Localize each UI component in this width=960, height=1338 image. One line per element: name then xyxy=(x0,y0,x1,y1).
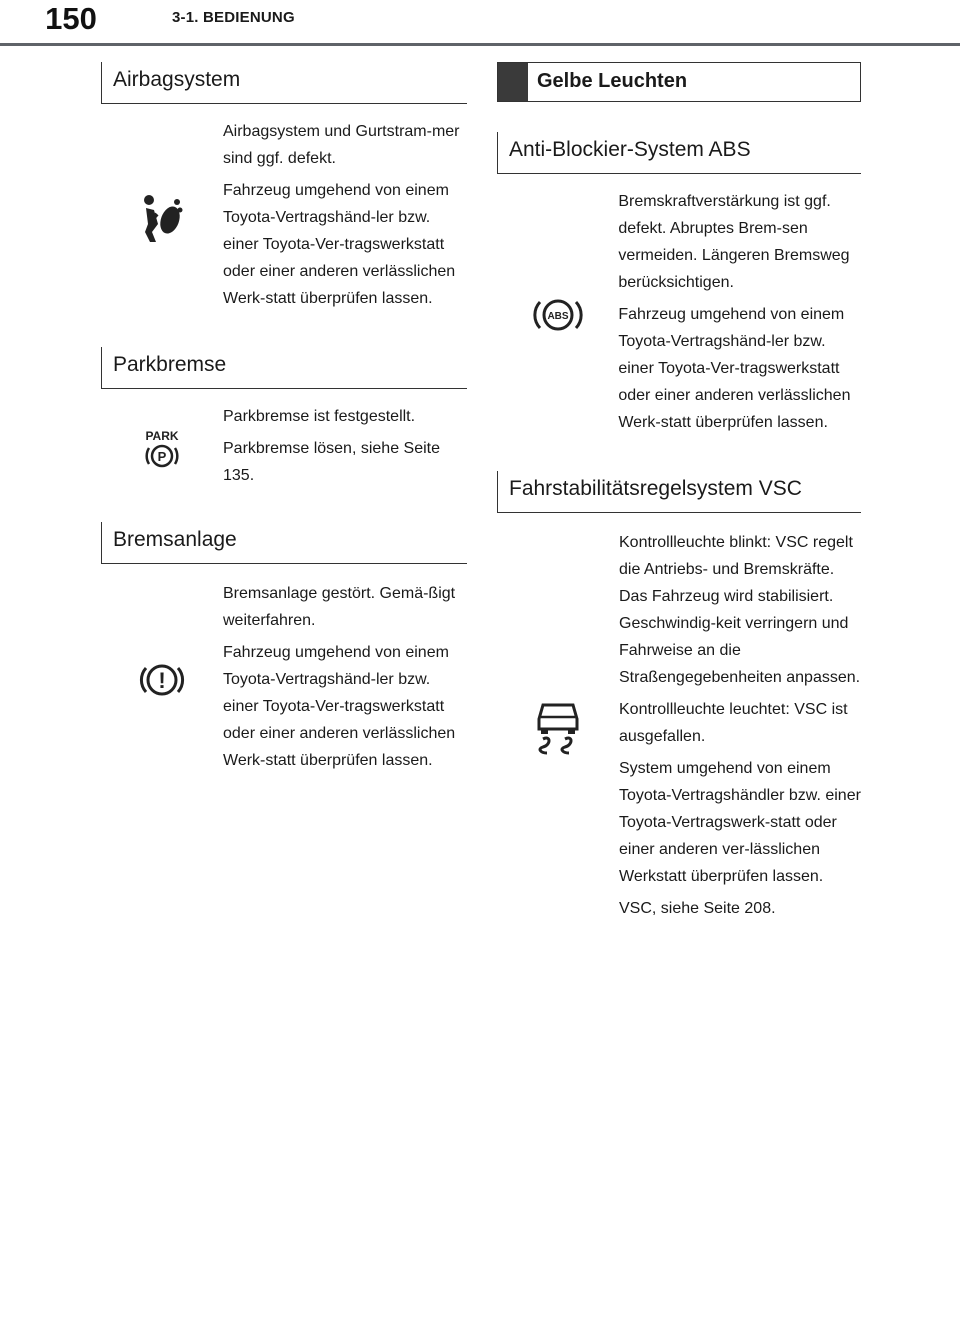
parkbremse-text-2: Parkbremse lösen, siehe Seite 135. xyxy=(223,440,440,484)
left-column xyxy=(101,62,467,779)
park-icon-label: PARK xyxy=(145,428,179,443)
brake-system-warning-icon xyxy=(139,660,185,700)
page-number: 150 xyxy=(45,1,97,36)
airbag-text-1: Airbagsystem und Gurtstram-mer sind ggf. defekt. xyxy=(223,123,460,167)
abs-icon-label: ABS xyxy=(547,310,569,322)
park-brake-icon xyxy=(142,428,182,470)
parkbremse-text-1: Parkbremse ist festgestellt. xyxy=(223,408,416,425)
yellow-lights-heading xyxy=(497,62,861,102)
header-rule xyxy=(0,43,960,46)
section-title-airbag: Airbagsystem xyxy=(101,62,467,104)
right-column xyxy=(497,62,861,927)
vsc-skid-icon xyxy=(535,701,581,755)
entry-bremsanlage xyxy=(101,580,467,779)
heading-bar xyxy=(498,63,528,101)
entry-parkbremse xyxy=(101,403,467,494)
section-title-parkbremse: Parkbremse xyxy=(101,347,467,389)
vsc-text-1: Kontrollleuchte blinkt: VSC regelt die Antriebs- und Bremskräfte. Das Fahrzeug wird stabilisiert. Geschwindig-keit verringern und Fahrweise an die Straßengegebenheiten anpassen. xyxy=(619,534,861,686)
section-title-abs: Anti-Blockier-System ABS xyxy=(497,132,861,174)
vsc-text-4: VSC, siehe Seite 208. xyxy=(619,900,776,917)
park-icon-symbol: P xyxy=(157,448,167,464)
airbag-text-2: Fahrzeug umgehend von einem Toyota-Vertragshänd-ler bzw. einer Toyota-Ver-tragswerkstatt oder einer anderen verlässlichen Werk-statt überprüfen lassen. xyxy=(223,182,456,307)
vsc-text-2: Kontrollleuchte leuchtet: VSC ist ausgefallen. xyxy=(619,701,848,745)
entry-vsc xyxy=(497,529,861,927)
abs-text-2: Fahrzeug umgehend von einem Toyota-Vertragshänd-ler bzw. einer Toyota-Ver-tragswerkstatt oder einer anderen verlässlichen Werk-statt überprüfen lassen. xyxy=(618,306,851,431)
airbag-warning-icon xyxy=(140,192,184,244)
bremsanlage-text-2: Fahrzeug umgehend von einem Toyota-Vertragshänd-ler bzw. einer Toyota-Ver-tragswerkstatt oder einer anderen verlässlichen Werk-statt überprüfen lassen. xyxy=(223,644,456,769)
section-title-bremsanlage: Bremsanlage xyxy=(101,522,467,564)
entry-abs xyxy=(497,188,861,441)
yellow-lights-label: Gelbe Leuchten xyxy=(537,70,688,92)
chapter-title: 3-1. BEDIENUNG xyxy=(172,9,295,26)
section-title-vsc: Fahrstabilitätsregelsystem VSC xyxy=(497,471,861,513)
brake-icon-symbol: ! xyxy=(158,667,166,693)
entry-airbag xyxy=(101,118,467,317)
vsc-text-3: System umgehend von einem Toyota-Vertragshändler bzw. einer Toyota-Vertragswerk-statt oder einer anderen ver-lässlichen Werkstatt überprüfen lassen. xyxy=(619,760,861,885)
abs-text-1: Bremskraftverstärkung ist ggf. defekt. Abruptes Brem-sen vermeiden. Längeren Bremsweg berücksichtigen. xyxy=(618,193,850,291)
abs-warning-icon xyxy=(532,294,584,336)
bremsanlage-text-1: Bremsanlage gestört. Gemä-ßigt weiterfahren. xyxy=(223,585,456,629)
